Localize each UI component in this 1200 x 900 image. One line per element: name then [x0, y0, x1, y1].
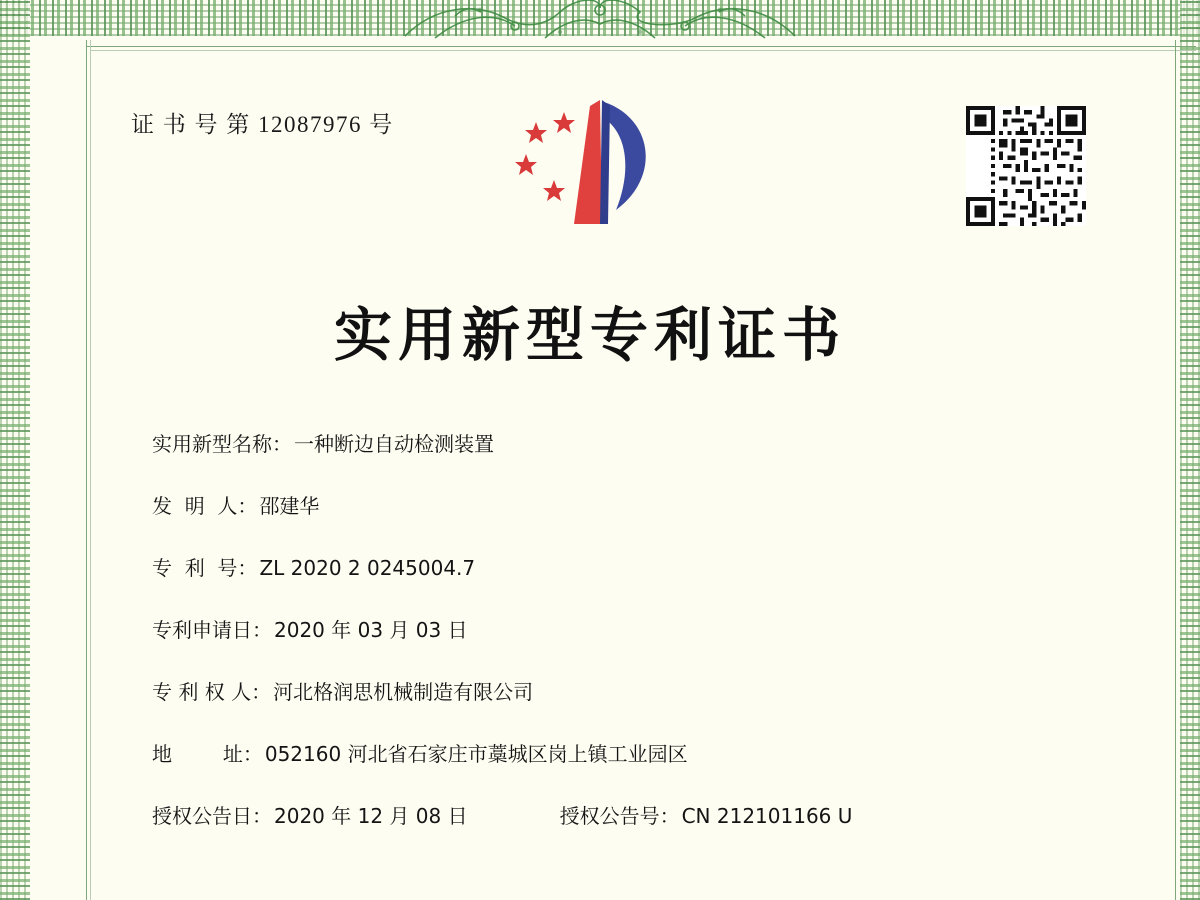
field-value: 052160 河北省石家庄市藁城区岗上镇工业园区 [264, 742, 688, 766]
field-utility-model-name [152, 432, 1152, 456]
field-value: 2020 年 12 月 08 日 [274, 804, 468, 828]
field-row-grant-announcement [152, 804, 1152, 828]
field-value: 河北格润思机械制造有限公司 [273, 680, 534, 704]
field-label: 授权公告号： [559, 804, 680, 828]
fields-block [152, 432, 1152, 866]
decorative-border-left [0, 0, 30, 900]
decorative-border-right [1180, 0, 1200, 900]
certificate-number: 证 书 号 第 12087976 号 [131, 112, 394, 137]
field-inventor [152, 494, 1152, 518]
field-patent-number [152, 556, 1152, 580]
field-grant-announcement-date [152, 804, 468, 828]
field-address [152, 742, 1152, 766]
cnipa-emblem-icon [512, 92, 687, 242]
field-label: 专 利 号： [152, 556, 258, 580]
field-label: 专利申请日： [152, 618, 272, 642]
field-value: ZL 2020 2 0245004.7 [259, 556, 476, 580]
field-value: 一种断边自动检测装置 [294, 432, 494, 456]
inner-rule-vertical-secondary [90, 40, 91, 900]
page-title: 实用新型专利证书 [333, 301, 846, 369]
field-application-date [152, 618, 1152, 642]
inner-rule-vertical [86, 40, 87, 900]
field-label: 授权公告日： [152, 804, 272, 828]
inner-rule-vertical-right [1175, 40, 1176, 900]
inner-rule-horizontal-secondary [90, 50, 1196, 51]
field-label: 发 明 人： [152, 494, 258, 518]
field-value: 2020 年 03 月 03 日 [274, 618, 468, 642]
field-label: 实用新型名称： [152, 432, 292, 456]
field-label: 地 址： [152, 742, 263, 766]
field-value: 邵建华 [259, 494, 320, 518]
field-label: 专 利 权 人： [152, 680, 272, 704]
inner-rule-horizontal [86, 46, 1196, 47]
field-value: CN 212101166 U [681, 804, 853, 828]
field-grant-announcement-number [560, 804, 853, 828]
field-patentee [152, 680, 1152, 704]
top-ornament [395, 0, 805, 42]
qr-code [966, 106, 1086, 226]
